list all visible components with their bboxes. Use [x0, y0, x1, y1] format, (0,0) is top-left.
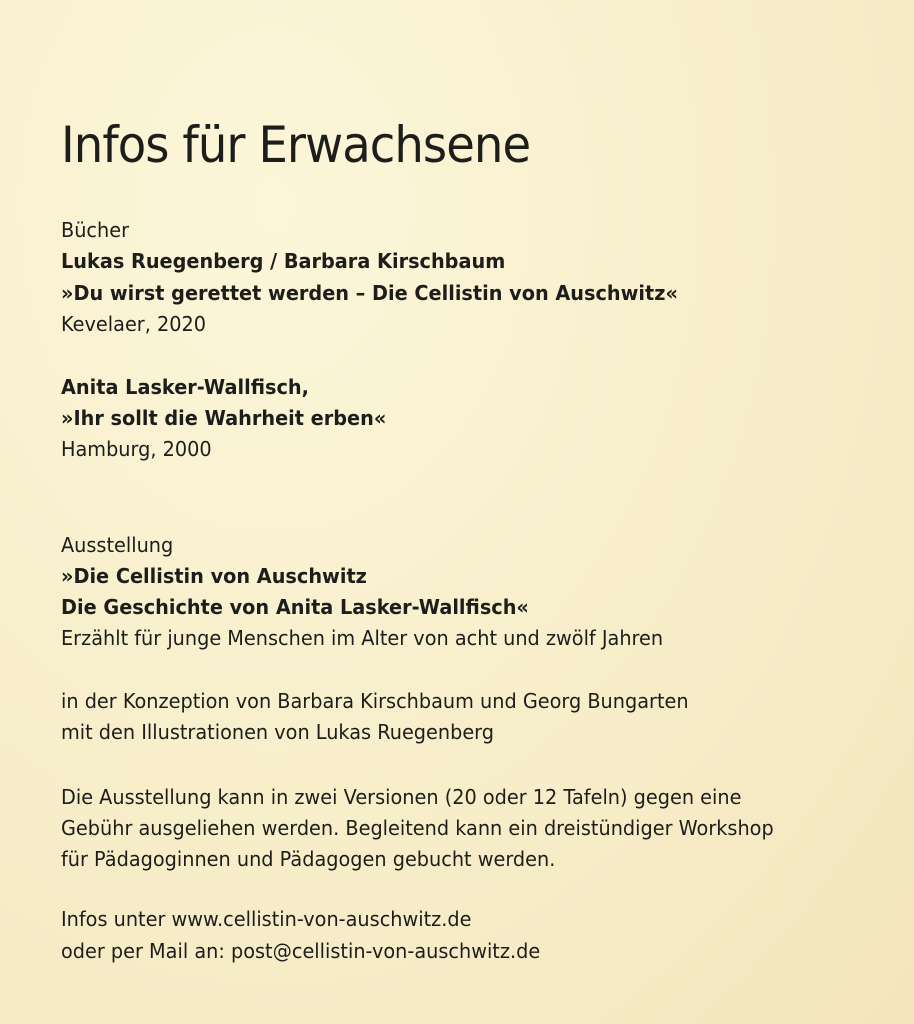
page-title: Infos für Erwachsene	[61, 116, 531, 174]
exhibition-title-line-2: Die Geschichte von Anita Lasker-Wallfisch«	[61, 595, 529, 619]
exhibition-loan-line-3: für Pädagoginnen und Pädagogen gebucht werden.	[61, 847, 556, 871]
book-2-imprint: Hamburg, 2000	[61, 437, 212, 461]
exhibition-concept-line-2: mit den Illustrationen von Lukas Ruegenberg	[61, 720, 495, 744]
exhibition-loan-line-2: Gebühr ausgeliehen werden. Begleitend kann ein dreistündiger Workshop	[61, 816, 774, 840]
book-1-title: »Du wirst gerettet werden – Die Cellistin von Auschwitz«	[61, 281, 678, 305]
book-1-imprint: Kevelaer, 2020	[61, 312, 207, 336]
exhibition-loan-line-1: Die Ausstellung kann in zwei Versionen (20 oder 12 Tafeln) gegen eine	[61, 785, 742, 809]
book-2-title: »Ihr sollt die Wahrheit erben«	[61, 406, 387, 430]
exhibition-heading: Ausstellung	[61, 533, 174, 557]
books-heading: Bücher	[61, 218, 130, 242]
exhibition-concept-line-1: in der Konzeption von Barbara Kirschbaum und Georg Bungarten	[61, 689, 689, 713]
book-1-author: Lukas Ruegenberg / Barbara Kirschbaum	[61, 249, 506, 273]
exhibition-subtitle: Erzählt für junge Menschen im Alter von acht und zwölf Jahren	[61, 626, 664, 650]
exhibition-title-line-1: »Die Cellistin von Auschwitz	[61, 564, 367, 588]
book-2-author: Anita Lasker-Wallfisch,	[61, 375, 309, 399]
info-email-line: oder per Mail an: post@cellistin-von-auschwitz.de	[61, 939, 541, 963]
info-website-line: Infos unter www.cellistin-von-auschwitz.de	[61, 907, 472, 931]
